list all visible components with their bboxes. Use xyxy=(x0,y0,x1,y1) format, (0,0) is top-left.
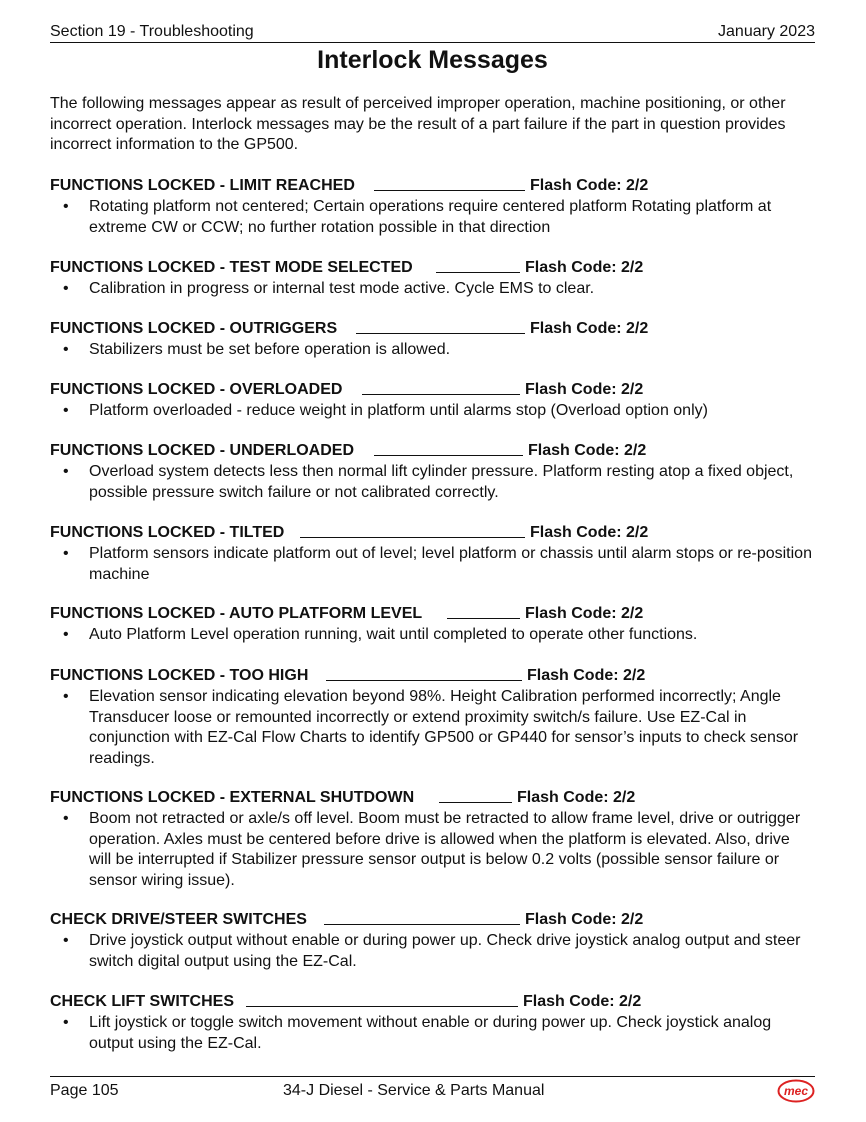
flash-code: Flash Code: 2/2 xyxy=(530,177,649,194)
leader-line xyxy=(436,272,520,273)
entry-tilted xyxy=(50,523,815,585)
entry-title: CHECK LIFT SWITCHES xyxy=(50,993,234,1010)
entry-title: FUNCTIONS LOCKED - OUTRIGGERS xyxy=(50,320,338,337)
entry-description xyxy=(50,687,815,769)
entry-title: FUNCTIONS LOCKED - LIMIT REACHED xyxy=(50,177,355,194)
entry-text: Overload system detects less then normal lift cylinder pressure. Platform resting atop a fixed object, possible pressure switch failure or not calibrated correctly. xyxy=(89,463,794,501)
leader-line xyxy=(447,618,520,619)
bullet-glyph: • xyxy=(63,402,69,419)
flash-code: Flash Code: 2/2 xyxy=(525,259,644,276)
entry-heading xyxy=(50,992,815,1012)
entry-title: FUNCTIONS LOCKED - OVERLOADED xyxy=(50,381,343,398)
entry-limit-reached xyxy=(50,176,815,238)
entry-description xyxy=(50,401,815,422)
flash-code: Flash Code: 2/2 xyxy=(525,605,644,622)
document-page xyxy=(50,0,815,1122)
entry-description xyxy=(50,809,815,891)
leader-line xyxy=(374,190,525,191)
flash-code: Flash Code: 2/2 xyxy=(527,667,646,684)
entry-title: FUNCTIONS LOCKED - AUTO PLATFORM LEVEL xyxy=(50,605,423,622)
entry-title: FUNCTIONS LOCKED - EXTERNAL SHUTDOWN xyxy=(50,789,415,806)
entry-description xyxy=(50,279,815,300)
bullet-glyph: • xyxy=(63,341,69,358)
entry-description xyxy=(50,544,815,585)
page-footer xyxy=(50,1076,815,1105)
bullet-glyph: • xyxy=(63,810,69,827)
entry-text: Rotating platform not centered; Certain operations require centered platform Rotating platform at extreme CW or CCW; no further rotation possible in that direction xyxy=(89,198,772,236)
entry-heading xyxy=(50,319,815,339)
date-label: January 2023 xyxy=(718,23,815,40)
entry-too-high xyxy=(50,666,815,769)
entry-heading xyxy=(50,258,815,278)
entry-auto-platform-level xyxy=(50,604,815,646)
entry-description xyxy=(50,462,815,503)
entry-heading xyxy=(50,441,815,461)
entry-heading xyxy=(50,788,815,808)
bullet-glyph: • xyxy=(63,280,69,297)
entry-title: CHECK DRIVE/STEER SWITCHES xyxy=(50,911,307,928)
entry-title: FUNCTIONS LOCKED - TOO HIGH xyxy=(50,667,309,684)
leader-line xyxy=(324,924,520,925)
entry-heading xyxy=(50,176,815,196)
leader-line xyxy=(300,537,525,538)
entry-description xyxy=(50,197,815,238)
leader-line xyxy=(439,802,512,803)
leader-line xyxy=(362,394,520,395)
leader-line xyxy=(356,333,525,334)
entry-heading xyxy=(50,523,815,543)
flash-code: Flash Code: 2/2 xyxy=(530,320,649,337)
entry-title: FUNCTIONS LOCKED - UNDERLOADED xyxy=(50,442,354,459)
entry-description xyxy=(50,625,815,646)
flash-code: Flash Code: 2/2 xyxy=(525,911,644,928)
flash-code: Flash Code: 2/2 xyxy=(530,524,649,541)
entry-overloaded xyxy=(50,380,815,422)
page-header xyxy=(50,22,815,43)
bullet-glyph: • xyxy=(63,626,69,643)
mec-logo-icon xyxy=(777,1079,815,1103)
leader-line xyxy=(374,455,523,456)
entry-title: FUNCTIONS LOCKED - TILTED xyxy=(50,524,285,541)
entry-text: Platform sensors indicate platform out of level; level platform or chassis until alarm stops or re-position machine xyxy=(89,545,812,583)
entry-test-mode xyxy=(50,258,815,300)
section-label: Section 19 - Troubleshooting xyxy=(50,23,254,40)
entry-description xyxy=(50,340,815,361)
page-title: Interlock Messages xyxy=(317,46,548,74)
flash-code: Flash Code: 2/2 xyxy=(528,442,647,459)
entry-text: Calibration in progress or internal test mode active. Cycle EMS to clear. xyxy=(89,280,595,297)
flash-code: Flash Code: 2/2 xyxy=(525,381,644,398)
entry-text: Platform overloaded - reduce weight in platform until alarms stop (Overload option only) xyxy=(89,402,708,419)
entry-text: Drive joystick output without enable or during power up. Check drive joystick analog output and steer switch digital output using the EZ-Cal. xyxy=(89,932,801,970)
entry-text: Stabilizers must be set before operation is allowed. xyxy=(89,341,451,358)
entry-text: Boom not retracted or axle/s off level. Boom must be retracted to allow frame level, drive or outrigger operation. Axles must be centered before drive is allowed when the platform is elevated. Also, drive will be interrupted if Stabilizer pressure sensor output is below 0.2 volts (possible sensor failure or sensor wiring issue). xyxy=(89,810,801,889)
bullet-glyph: • xyxy=(63,1014,69,1031)
page-number: Page 105 xyxy=(50,1082,119,1099)
entry-external-shutdown xyxy=(50,788,815,891)
entry-heading xyxy=(50,604,815,624)
entry-text: Elevation sensor indicating elevation beyond 98%. Height Calibration performed incorrectly; Angle Transducer loose or remounted incorrectly or extend proximity switch/s failure. Use EZ-Cal in conjunction with EZ-Cal Flow Charts to identify GP500 or GP440 for sensor’s inputs to check sensor readings. xyxy=(89,688,799,767)
bullet-glyph: • xyxy=(63,688,69,705)
entry-heading xyxy=(50,666,815,686)
entry-drive-steer-switches xyxy=(50,910,815,972)
manual-title: 34-J Diesel - Service & Parts Manual xyxy=(283,1082,545,1099)
intro-paragraph: The following messages appear as result of perceived improper operation, machine positioning, or other incorrect operation. Interlock messages may be the result of a part failure if the part in question provides incorrect information to the GP500. xyxy=(50,95,786,153)
flash-code: Flash Code: 2/2 xyxy=(517,789,636,806)
entry-underloaded xyxy=(50,441,815,503)
entry-title: FUNCTIONS LOCKED - TEST MODE SELECTED xyxy=(50,259,413,276)
entry-heading xyxy=(50,910,815,930)
entry-lift-switches xyxy=(50,992,815,1054)
entry-text: Auto Platform Level operation running, wait until completed to operate other functions. xyxy=(89,626,698,643)
flash-code: Flash Code: 2/2 xyxy=(523,993,642,1010)
bullet-glyph: • xyxy=(63,932,69,949)
entry-outriggers xyxy=(50,319,815,361)
entry-description xyxy=(50,931,815,972)
bullet-glyph: • xyxy=(63,463,69,480)
entry-text: Lift joystick or toggle switch movement without enable or during power up. Check joystick analog output using the EZ-Cal. xyxy=(89,1014,772,1052)
logo-text: mec xyxy=(783,1084,809,1098)
entry-heading xyxy=(50,380,815,400)
bullet-glyph: • xyxy=(63,545,69,562)
leader-line xyxy=(246,1006,518,1007)
bullet-glyph: • xyxy=(63,198,69,215)
leader-line xyxy=(326,680,522,681)
entry-description xyxy=(50,1013,815,1054)
